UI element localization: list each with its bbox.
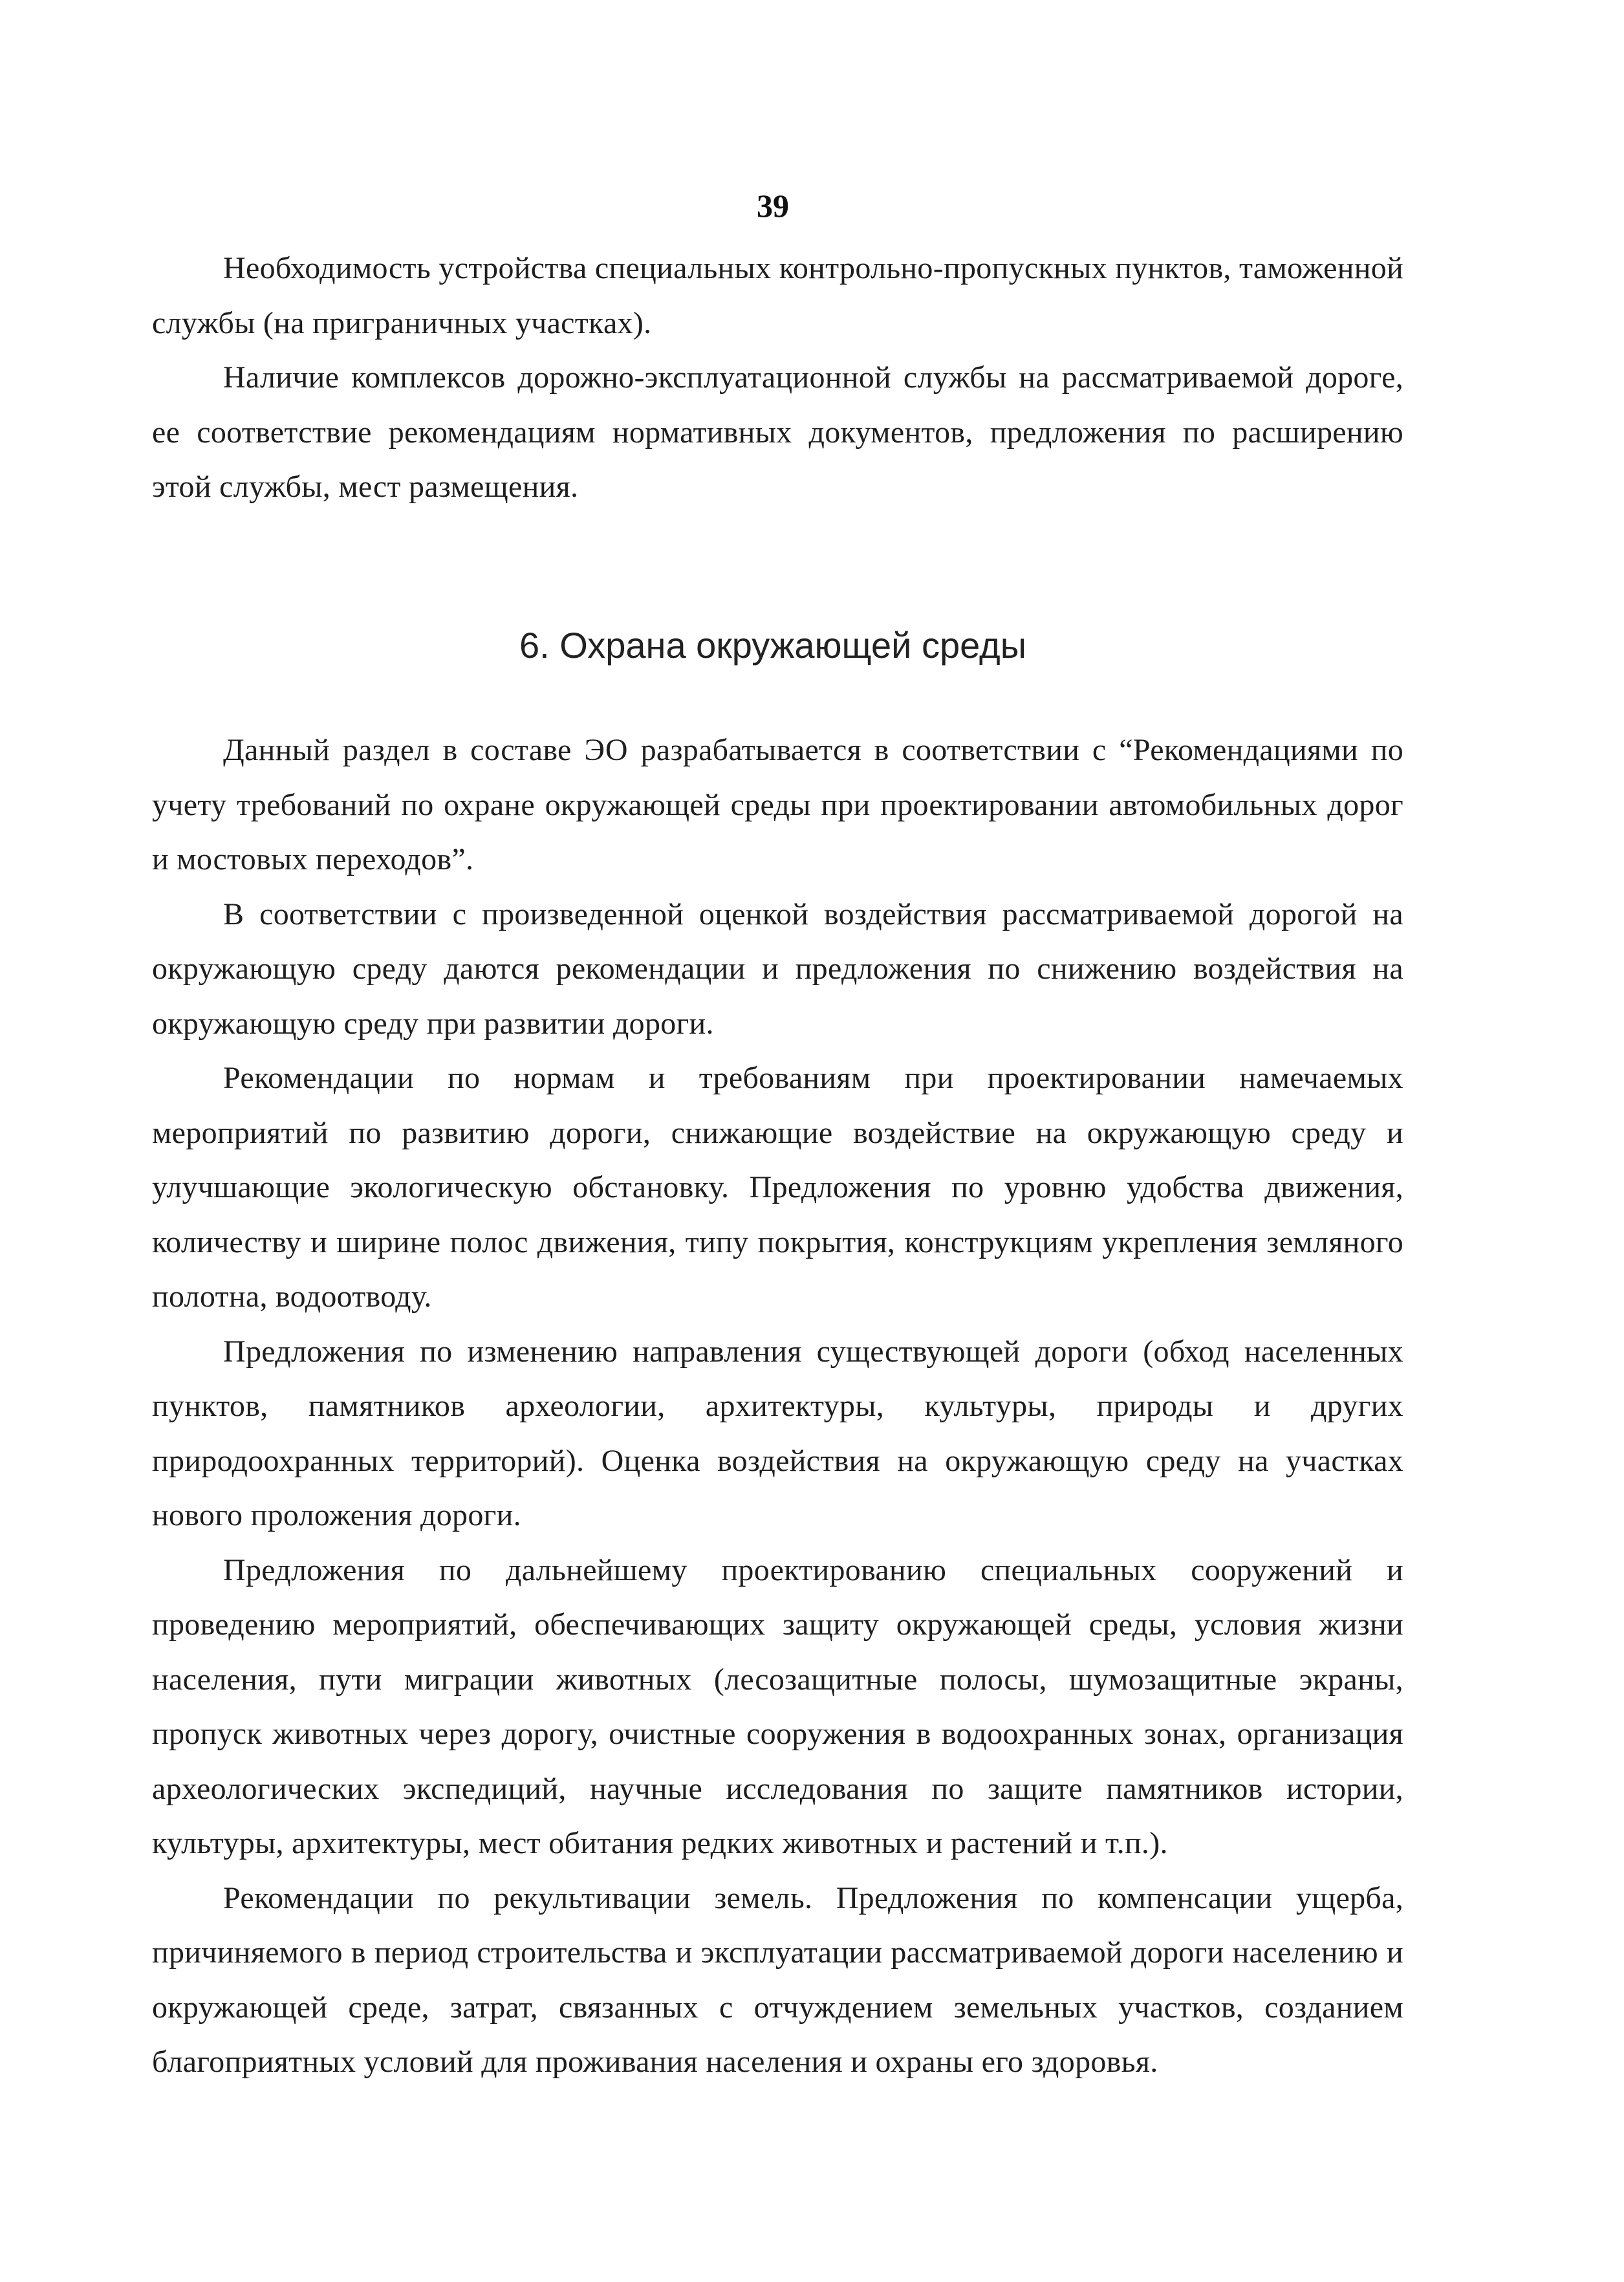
- paragraph: В соответствии с произведенной оценкой воздействия рассматриваемой дорогой на окружающую среду даются рекомендации и предложения по снижению воздействия на окружающую среду при развитии дороги.: [152, 896, 1403, 1041]
- paragraph: Рекомендации по рекультивации земель. Предложения по компенсации ущерба, причиняемого в период строительства и эксплуатации рассматриваемой дороги населению и окружающей среде, затрат, связанных с отчуждением земельных участков, созданием благоприятных условий для проживания населения и охраны его здоровья.: [152, 1880, 1403, 2079]
- paragraph: Рекомендации по нормам и требованиям при проектировании намечаемых мероприятий по развитию дороги, снижающие воздействие на окружающую среду и улучшающие экологическую обстановку. Предложения по уровню удобства движения, количеству и ширине полос движения, типу покрытия, конструкциям укрепления земляного полотна, водоотводу.: [152, 1061, 1403, 1314]
- section-heading: 6. Охрана окружающей среды: [519, 625, 1026, 666]
- paragraph: Данный раздел в составе ЭО разрабатывается в соответствии с “Рекомендациями по учету требований по охране окружающей среды при проектировании автомобильных дорог и мостовых переходов”.: [152, 733, 1403, 876]
- page-number: 39: [757, 188, 789, 224]
- intro-text: [152, 241, 1403, 515]
- paragraph: Предложения по дальнейшему проектированию специальных сооружений и проведению мероприятий, обеспечивающих защиту окружающей среды, условия жизни населения, пути миграции животных (лесозащитные полосы, шумозащитные экраны, пропуск животных через дорогу, очистные сооружения в водоохранных зонах, организация археологических экспедиций, научные исследования по защите памятников истории, культуры, архитектуры, мест обитания редких животных и растений и т.п.).: [152, 1552, 1403, 1860]
- paragraph: Необходимость устройства специальных контрольно-пропускных пунктов, таможенной службы (на приграничных участках).: [152, 251, 1403, 340]
- paragraph: Предложения по изменению направления существующей дороги (обход населенных пунктов, памятников археологии, архитектуры, культуры, природы и других природоохранных территорий). Оценка воздействия на окружающую среду на участках нового проложения дороги.: [152, 1334, 1403, 1532]
- section-body: [152, 723, 1403, 2090]
- paragraph: Наличие комплексов дорожно-эксплуатационной службы на рассматриваемой дороге, ее соответствие рекомендациям нормативных документов, предложения по расширению этой службы, мест размещения.: [152, 360, 1403, 504]
